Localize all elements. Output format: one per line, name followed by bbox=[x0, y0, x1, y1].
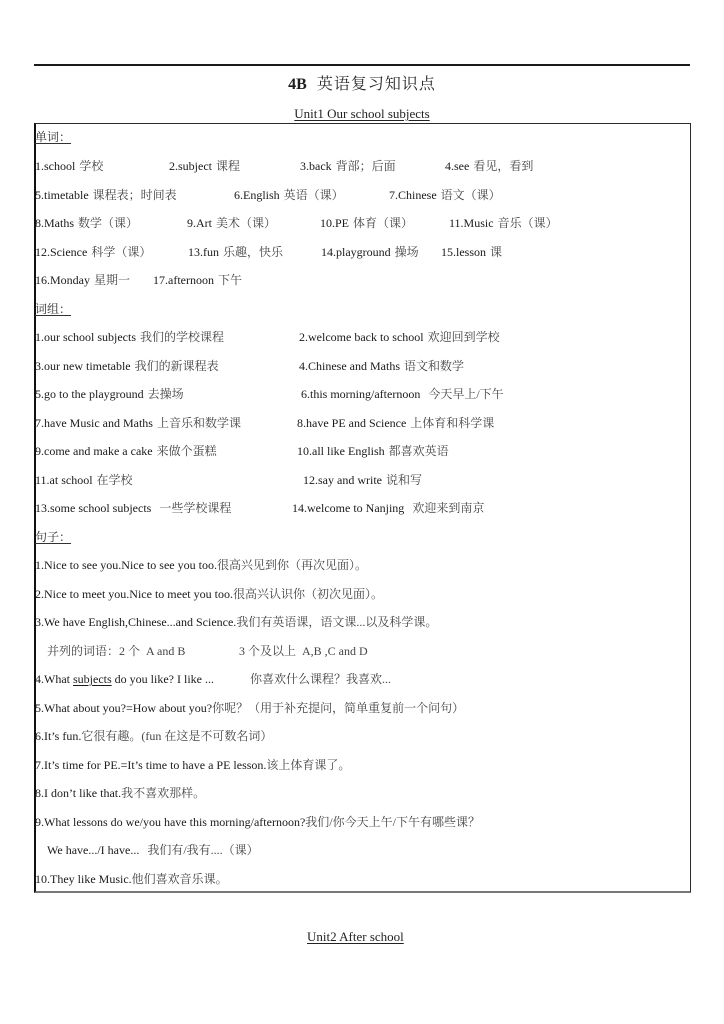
unit2-title: Unit2 After school bbox=[307, 929, 404, 944]
sentence-item: 4.What subjects do you like? I like ... bbox=[35, 672, 214, 686]
phrases-section-label: 词组： bbox=[35, 302, 72, 316]
title-grade: 4B bbox=[288, 76, 307, 93]
sentence-item: 6.It’s fun.它很有趣。(fun 在这是不可数名词） bbox=[35, 729, 273, 743]
word-item: 11.Music 音乐（课） bbox=[449, 216, 558, 230]
unit1-heading bbox=[0, 106, 724, 122]
word-item: 3.back 背部；后面 bbox=[300, 159, 396, 173]
word-item: 2.subject 课程 bbox=[169, 159, 241, 173]
underlined-word: subjects bbox=[73, 672, 112, 686]
phrase-item: 6.this morning/afternoon 今天早上/下午 bbox=[301, 387, 504, 401]
word-item: 10.PE 体育（课） bbox=[320, 216, 414, 230]
sentence-note: 3 个及以上 A,B ,C and D bbox=[239, 644, 368, 658]
sentence-item: 9.What lessons do we/you have this morning/afternoon?我们/你今天上午/下午有哪些课？ bbox=[35, 815, 480, 829]
word-item: 4.see 看见，看到 bbox=[445, 159, 534, 173]
sentence-item: 2.Nice to meet you.Nice to meet you too.很高兴认识你（初次见面）。 bbox=[35, 587, 383, 601]
phrase-item: 2.welcome back to school 欢迎回到学校 bbox=[299, 330, 500, 344]
phrase-item: 11.at school 在学校 bbox=[35, 473, 133, 487]
word-item: 17.afternoon 下午 bbox=[153, 273, 242, 287]
phrase-item: 5.go to the playground 去操场 bbox=[35, 387, 184, 401]
phrase-item: 4.Chinese and Maths 语文和数学 bbox=[299, 359, 465, 373]
word-item: 16.Monday 星期一 bbox=[35, 273, 131, 287]
sentence-item: 1.Nice to see you.Nice to see you too.很高兴见到你（再次见面）。 bbox=[35, 558, 367, 572]
word-item: 6.English 英语（课） bbox=[234, 188, 344, 202]
sentence-item: 3.We have English,Chinese...and Science.我们有英语课，语文课...以及科学课。 bbox=[35, 615, 438, 629]
word-item: 13.fun 乐趣，快乐 bbox=[188, 245, 284, 259]
word-item: 12.Science 科学（课） bbox=[35, 245, 152, 259]
phrase-item: 9.come and make a cake 来做个蛋糕 bbox=[35, 444, 217, 458]
sentence-answer: We have.../I have... 我们有/我有....（课） bbox=[47, 843, 259, 857]
word-item: 5.timetable 课程表；时间表 bbox=[35, 188, 177, 202]
word-item: 9.Art 美术（课） bbox=[187, 216, 277, 230]
word-item: 15.lesson 课 bbox=[441, 245, 503, 259]
page-title bbox=[0, 75, 724, 95]
phrase-item: 10.all like English 都喜欢英语 bbox=[297, 444, 449, 458]
sentence-note: 并列的词语：2 个 A and B bbox=[47, 644, 186, 658]
word-item: 8.Maths 数学（课） bbox=[35, 216, 139, 230]
sentences-section-label: 句子： bbox=[35, 530, 72, 544]
unit2-heading bbox=[307, 929, 404, 945]
phrase-item: 7.have Music and Maths 上音乐和数学课 bbox=[35, 416, 241, 430]
words-section-label: 单词： bbox=[35, 130, 72, 144]
unit1-title: Unit1 Our school subjects bbox=[294, 106, 430, 121]
phrase-item: 14.welcome to Nanjing 欢迎来到南京 bbox=[292, 501, 485, 515]
sentence-item: 5.What about you?=How about you?你呢？（用于补充提问，简单重复前一个问句） bbox=[35, 701, 465, 715]
word-item: 1.school 学校 bbox=[35, 159, 104, 173]
word-item: 7.Chinese 语文（课） bbox=[389, 188, 501, 202]
sentence-item: 10.They like Music.他们喜欢音乐课。 bbox=[35, 872, 228, 886]
sentence-item: 7.It’s time for PE.=It’s time to have a PE lesson.该上体育课了。 bbox=[35, 758, 351, 772]
phrase-item: 13.some school subjects 一些学校课程 bbox=[35, 501, 232, 515]
phrase-item: 3.our new timetable 我们的新课程表 bbox=[35, 359, 219, 373]
phrase-item: 12.say and write 说和写 bbox=[303, 473, 422, 487]
header-rule bbox=[34, 64, 690, 66]
title-text: 英语复习知识点 bbox=[316, 76, 436, 93]
word-item: 14.playground 操场 bbox=[321, 245, 419, 259]
sentence-item: 8.I don’t like that.我不喜欢那样。 bbox=[35, 786, 206, 800]
phrase-item: 1.our school subjects 我们的学校课程 bbox=[35, 330, 225, 344]
sentence-translation: 你喜欢什么课程？我喜欢... bbox=[250, 672, 392, 686]
phrase-item: 8.have PE and Science 上体育和科学课 bbox=[297, 416, 495, 430]
